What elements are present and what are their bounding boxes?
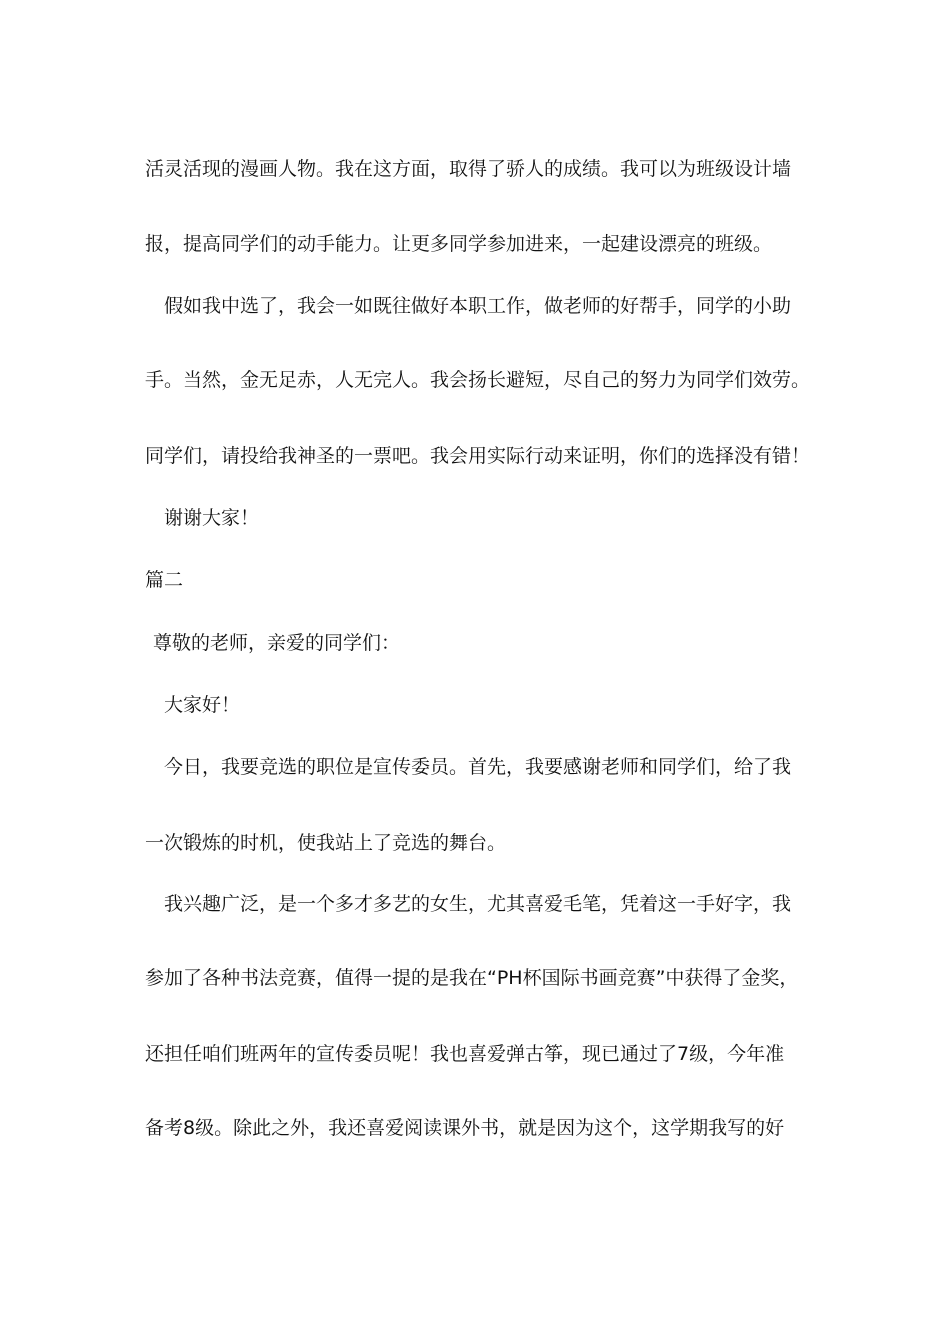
section-heading: 篇二 [145, 569, 184, 591]
paragraph-line: 还担任咱们班两年的宣传委员呢！我也喜爱弹古筝，现已通过了7级，今年准 [145, 1043, 785, 1065]
paragraph-line: 同学们，请投给我神圣的一票吧。我会用实际行动来证明，你们的选择没有错！ [145, 445, 811, 467]
paragraph-line: 假如我中选了，我会一如既往做好本职工作，做老师的好帮手，同学的小助 [164, 295, 792, 317]
paragraph-line: 今日，我要竞选的职位是宣传委员。首先，我要感谢老师和同学们，给了我 [164, 756, 792, 778]
greeting: 大家好！ [164, 694, 241, 716]
paragraph-line: 报，提高同学们的动手能力。让更多同学参加进来，一起建设漂亮的班级。 [145, 233, 773, 255]
paragraph-line: 活灵活现的漫画人物。我在这方面，取得了骄人的成绩。我可以为班级设计墙 [145, 158, 792, 180]
paragraph-line: 一次锻炼的时机，使我站上了竞选的舞台。 [145, 832, 507, 854]
paragraph-line: 我兴趣广泛，是一个多才多艺的女生，尤其喜爱毛笔，凭着这一手好字，我 [164, 893, 792, 915]
paragraph-line: 参加了各种书法竞赛，值得一提的是我在“PH杯国际书画竞赛”中获得了金奖， [145, 967, 799, 989]
salutation: 尊敬的老师，亲爱的同学们： [153, 632, 401, 654]
paragraph-line: 手。当然，金无足赤，人无完人。我会扬长避短，尽自己的努力为同学们效劳。 [145, 369, 811, 391]
paragraph-line: 备考8级。除此之外，我还喜爱阅读课外书，就是因为这个，这学期我写的好 [145, 1117, 785, 1139]
closing-line: 谢谢大家！ [164, 507, 260, 529]
